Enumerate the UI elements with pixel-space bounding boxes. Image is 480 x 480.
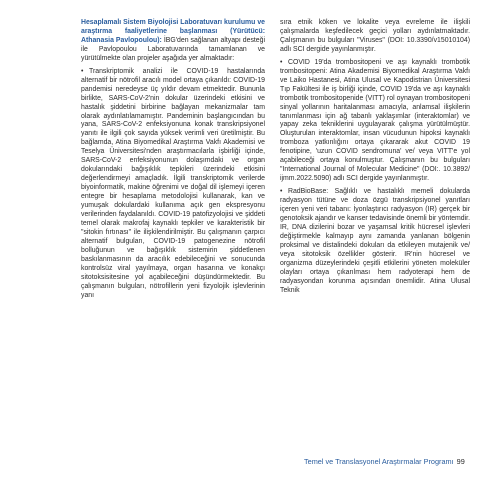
list-item: [81, 68, 265, 301]
intro-paragraph: İBG'den sağlanan altyapı desteği ile Pavlopoulou Laboratuvarında tamamlanan ve yürütülmekte olan projeler aşağıda yer almaktadır:: [81, 36, 266, 62]
page-number: 99: [456, 457, 465, 466]
bullet-marker: •: [280, 58, 283, 66]
footer-title: Temel ve Translasyonel Araştırmalar Programı: [304, 457, 454, 466]
bullet-marker: •: [280, 188, 283, 196]
bullet-marker: •: [81, 67, 84, 75]
left-column: [81, 19, 265, 301]
bullet-text: Transkriptomik analizi ile COVID-19 hastalarında alternatif bir nötrofil aracılı model ortaya çıkarıldı: COVID-19 pandemisi neredeyse üç yıldır devam etmektedir. Bununla birlikte, SARS-CoV-2'nin dokular üzerindeki etkisini ve hastalık şiddetini birbirine bağlayan mekanizmalar tam olarak aydınlatılamamıştır. Pandeminin başlangıcından bu yana, SARS-CoV-2 enfeksiyonuna konak transkripsiyonel yanıtı ile ilgili çok sayıda yüksek verimli veri üretilmiştir. Bu bağlamda, Atina Biyomedikal Araştırma Vakfı Akademisi ve Teselya Üniversitesi'nden araştırmacılarla işbirliği içinde, SARS-CoV-2 enfeksiyonunun dolaşımdaki ve organ dokularındaki bağışıklık tepkileri üzerindeki etkisini değerlendirmeyi amaçladık. İlgili transkriptomik verilerde biyoinformatik, makine öğrenimi ve doğal dil işlemeyi içeren entegre bir hesaplama metodolojisi kullanarak, kan ve yumuşak dokulardaki kullanıma açık gen ekspresyonu verilerinden faydalanıldı. COVID-19 patofizyolojisi ve şiddeti temel olarak makrofaj kaynaklı tepkiler ve karakteristik bir "sitokin fırtınası" ile ilişkilendirilmiştir. Bu çalışmanın çarpıcı alternatif bulguları, COVID-19 patogenezine nötrofil bolluğunun ve bağışıklık sistemirin şiddetlenen baskılanmasının da aracılık edebileceğini ve sonucunda kontrolsüz viral yayılmaya, organ hasarına ve konakçı sitotoksisitesine yol açabileceğini düşündürmektedir. Bu çalışmanın bulguları, nötrofillerin yeni fizyolojik işlevlerinin yanı: [81, 67, 265, 299]
continuation-paragraph: sıra etnik köken ve lokalite veya evreleme ile ilişkili çalışmalarda keşfedilecek geçici yolları aydınlatmaktadır. Çalışmanın bu bulguları "Viruses" (DOI: 10.3390/v15010104) adlı SCI dergide yayınlanmıştır.: [280, 19, 470, 53]
page-footer: [304, 457, 465, 466]
list-item: [280, 188, 470, 295]
bullet-text: RadBioBase: Sağlıklı ve hastalıklı memeli dokularda radyasyon tütüne ve doza özgü transkripsiyonel yanıtları içeren yeni veri tabanı: İyonlaştırıcı radyasyon (IR) gerçek bir genotoksik ajandır ve kanser tedavisinde önemli bir yöntemdir. IR, DNA dizilerini bozar ve yaşamsal kritik hücresel işlevleri değiştirmekle kalmayıp aynı zamanda yanlanan bölgenin proksimal ve distalindeki dokuları da etkileyen mutajenik ve/ veya sitotoksik özellikler gösterir. IR'nin hücresel ve organizma düzeylerindeki çeşitli etkilerini yöneten moleküler olayları ortaya çıkarılması hem radyoterapi hem de radyasyondan korunma açısından önemlidir. Atina Ulusal Teknik: [280, 188, 470, 294]
bullet-text: COVID 19'da trombositopeni ve aşı kaynaklı trombotik trombositopeni: Atina Akademisi Biyomedikal Araştırma Vakfı ve Laiko Hastanesi, Atina Ulusal ve Kapodistrian Üniversitesi Tıp Fakültesi ile iş birliği içinde, COVID 19'da ve aşı kaynaklı trombotik trombositopenide (VITT) rol oynayan trombositopeni sinyal yollarının haritalanması amacıyla, anlamsal ilişkilerin tanımlanması için ağ tabanlı yaklaşımlar (interaktomlar) ve yapay zeka tekniklerini uygulayarak çalışma yürütülmüştür. Oluşturulan interaktomlar, insan vücudunun hipoksi kaynaklı tromboza yatkınlığını ortaya çıkararak akut COVID 19 fenotipine, 'uzun COVID sendromuna' ve/ veya VITT'e yol açabileceği ortaya konulmuştur. Çalışmanın bu bulguları "International Journal of Molecular Medicine" (DOI:. 10.3892/ ijmm.2022.5090) adlı SCI dergide yayınlanmıştır.: [280, 58, 470, 183]
right-column: [280, 19, 470, 296]
list-item: [280, 59, 470, 184]
section-heading: Hesaplamalı Sistem Biyolojisi Laboratuvarı kurulumu ve araştırma faaliyetlerine başlanması (Yürütücü: Athanasia Pavlopoulou):: [81, 19, 265, 44]
